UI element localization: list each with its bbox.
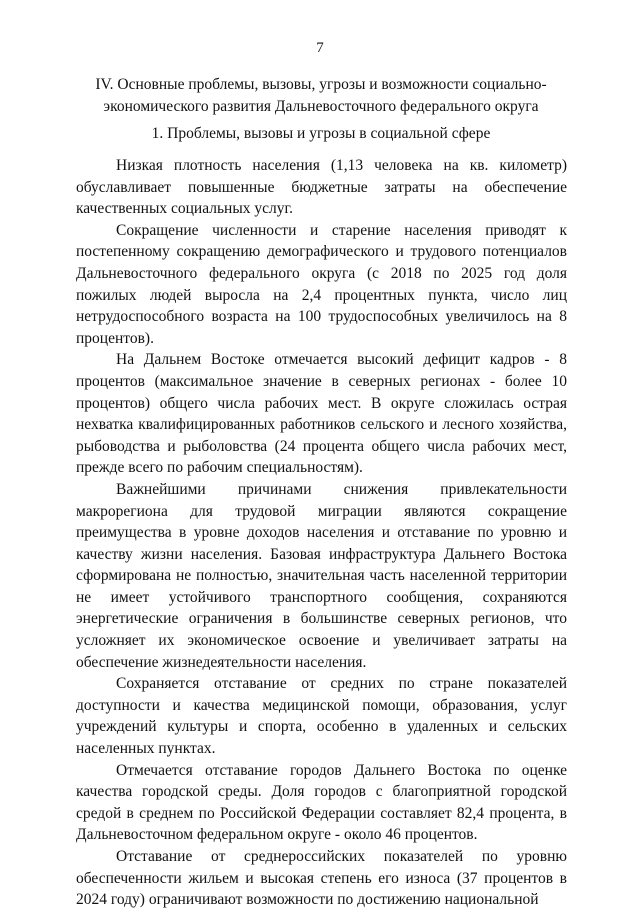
paragraph-services-gap: Сохраняется отставание от средних по стране показателей доступности и качества медицинской помощи, образования, услуг учреждений культуры и спорта, особенно в удаленных и сельских населенных пунктах. [76,675,567,758]
paragraph-urban-environment: Отмечается отставание городов Дальнего Востока по оценке качества городской среды. Доля городов с благоприятной городской средой в среднем по Российской Федерации составляет 82,4 процента, в Дальневосточном федеральном округе - около 46 процентов. [76,761,567,844]
body-text [76,155,567,911]
paragraph-labor-shortage: На Дальнем Востоке отмечается высокий дефицит кадров - 8 процентов (максимальное значение в северных регионах - более 10 процентов) общего числа рабочих мест. В округе сложилась острая нехватка квалифицированных работников сельского и лесного хозяйства, рыбоводства и рыболовства (24 процента общего числа рабочих мест, прежде всего по рабочим специальностям). [76,351,567,477]
paragraph-population-decline: Сокращение численности и старение населения приводят к постепенному сокращению демографического и трудового потенциалов Дальневосточного федерального округа (с 2018 по 2025 год доля пожилых людей выросла на 2,4 процентных пункта, число лиц нетрудоспособного возраста на 100 трудоспособных увеличилось на 8 процентов). [76,221,567,347]
paragraph-population-density: Низкая плотность населения (1,13 человека на кв. километр) обуславливает повышенные бюджетные затраты на обеспечение качественных социальных услуг. [76,157,567,218]
section-title: IV. Основные проблемы, вызовы, угрозы и возможности социально-экономического развития Дальневосточного федерального округа [95,76,547,115]
subsection-title: 1. Проблемы, вызовы и угрозы в социальной сфере [151,125,491,142]
page-number: 7 [316,40,324,56]
paragraph-migration-causes: Важнейшими причинами снижения привлекательности макрорегиона для трудовой миграции являются сокращение преимущества в уровне доходов населения и отставание по уровню и качеству жизни населения. Базовая инфраструктура Дальнего Востока сформирована не полностью, значительная часть населенной территории не имеет устойчивого транспортного сообщения, сохраняются энергетические ограничения в большинстве северных регионов, что усложняет их экономическое освоение и увеличивает затраты на обеспечение жизнедеятельности населения. [76,480,567,671]
paragraph-housing: Отставание от среднероссийских показателей по уровню обеспеченности жильем и высокая степень его износа (37 процентов в 2024 году) ограничивают возможности по достижению национальной [76,848,567,909]
